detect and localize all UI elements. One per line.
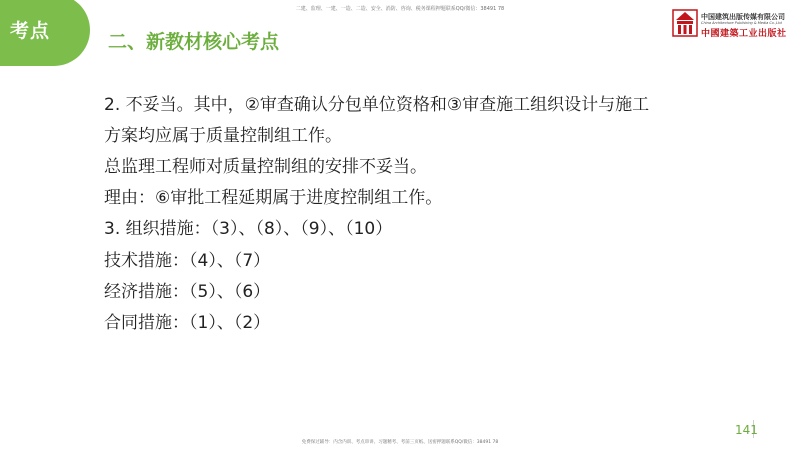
kaodian-badge bbox=[0, 0, 90, 66]
badge-label: 考点 bbox=[10, 20, 51, 42]
answer-line: 经济措施：（5）、（6） bbox=[104, 282, 271, 302]
bottom-note: 免费保过辅导：内含内训、考点串讲、习题精考、考前三页纸、送密押题联系QQ/微信：38491 78 bbox=[301, 440, 499, 445]
answer-line: 2. 不妥当。其中，②审查确认分包单位资格和③审查施工组织设计与施工 bbox=[104, 95, 650, 115]
answer-line: 方案均应属于质量控制组工作。 bbox=[104, 126, 342, 146]
section-title: 二、新教材核心考点 bbox=[108, 31, 280, 53]
publisher-emblem-icon bbox=[672, 9, 698, 37]
top-note: 二建、监理、一建、一造、二造、安全、消防、咨询、税务课程押题联系QQ/微信：38491 78 bbox=[295, 6, 505, 12]
answer-line: 理由：⑥审批工程延期属于进度控制组工作。 bbox=[104, 188, 443, 208]
publisher-name-calligraphy: 中國建築工业出版社 bbox=[701, 29, 787, 39]
publisher-name-en: China Architecture Publishing & Media Co.,Ltd bbox=[701, 21, 782, 25]
publisher-logo bbox=[672, 9, 794, 39]
answer-line: 3. 组织措施：（3）、（8）、（9）、（10） bbox=[104, 219, 393, 239]
answer-line: 总监理工程师对质量控制组的安排不妥当。 bbox=[104, 157, 427, 177]
publisher-name-cn: 中国建筑出版传媒有限公司 bbox=[701, 13, 785, 21]
answer-line: 合同措施：（1）、（2） bbox=[104, 313, 271, 333]
page-number: 141 bbox=[735, 423, 758, 437]
answer-line: 技术措施：（4）、（7） bbox=[104, 251, 271, 271]
